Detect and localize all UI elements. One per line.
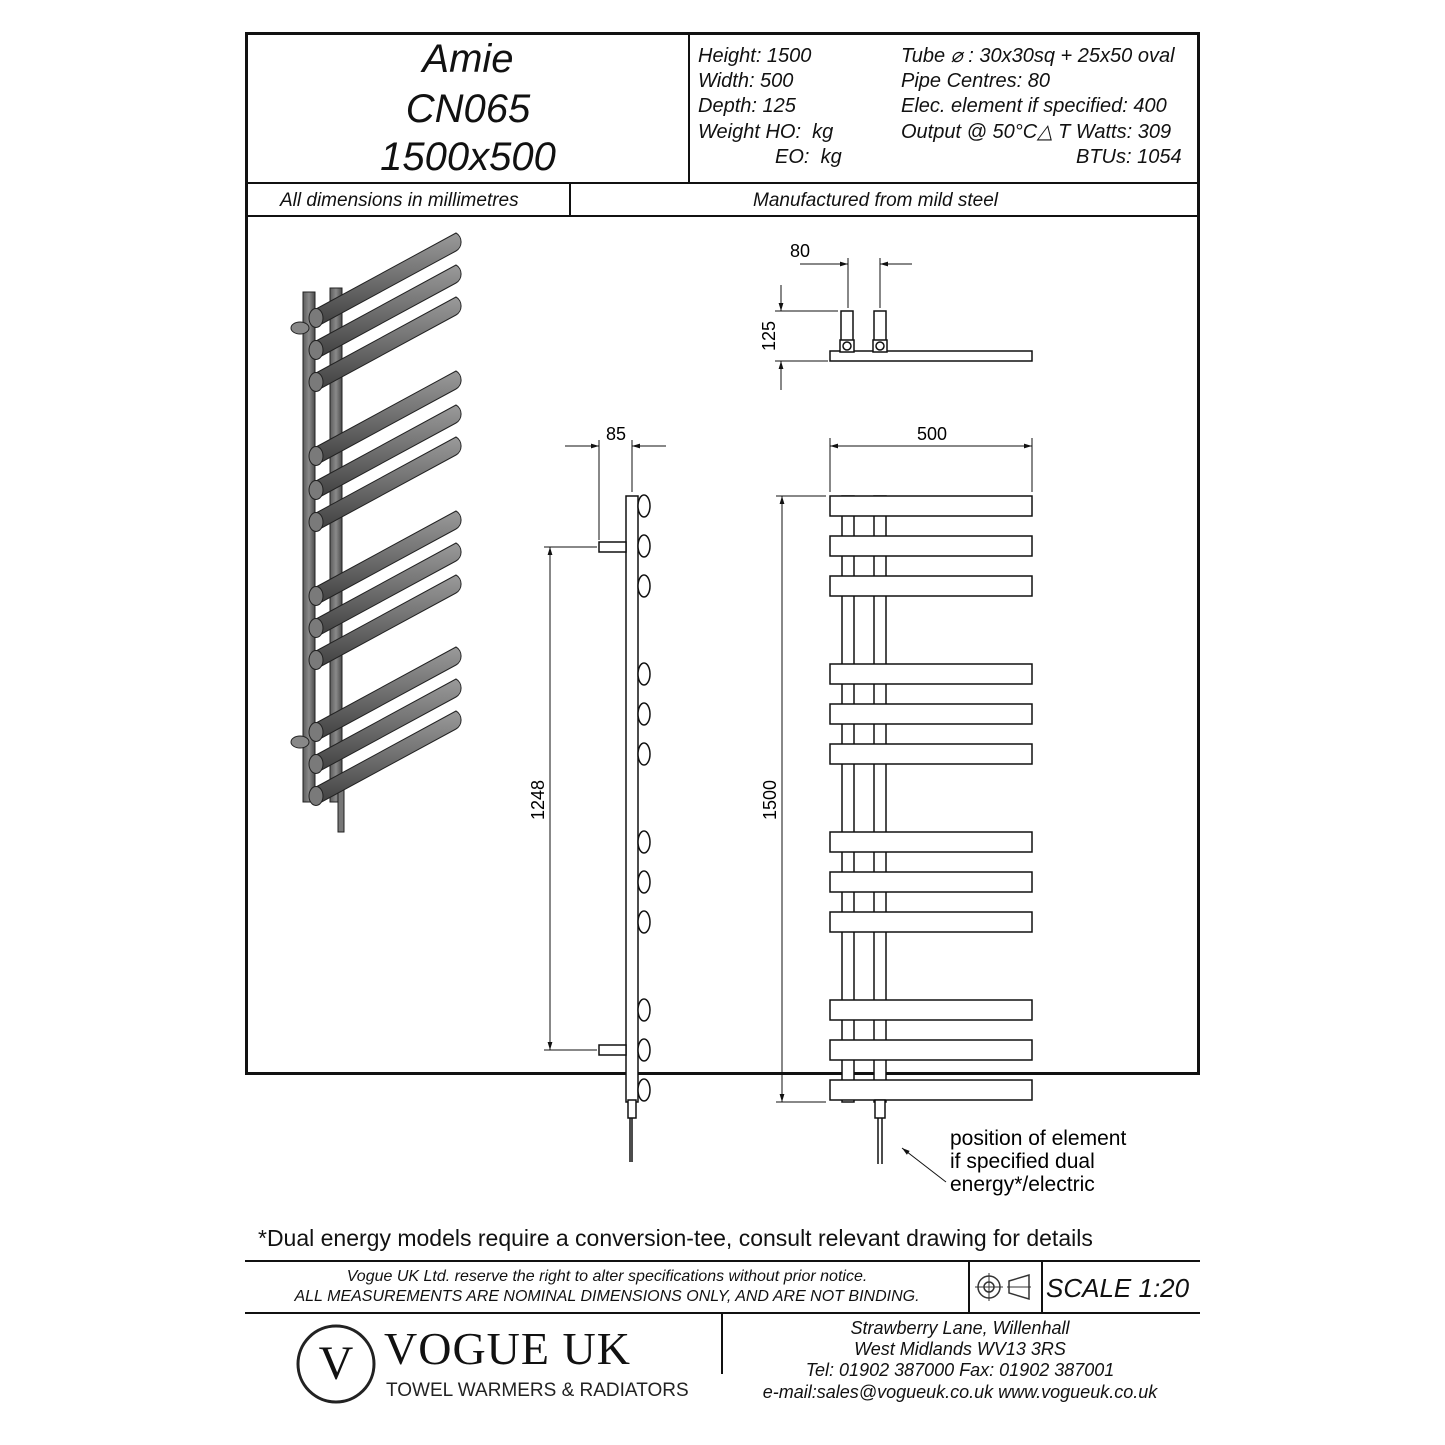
side-bar-section: [638, 911, 650, 933]
front-bar: [830, 1000, 1032, 1020]
spec-depth: Depth: 125: [698, 95, 796, 117]
front-view: [830, 496, 1032, 1164]
contact-address-1: Strawberry Lane, Willenhall: [850, 1318, 1070, 1338]
side-view: [599, 495, 650, 1162]
side-bar-section: [638, 663, 650, 685]
contact-email-web: e-mail:sales@vogueuk.co.uk www.vogueuk.co.uk: [762, 1382, 1158, 1402]
element-note-2: if specified dual: [950, 1150, 1095, 1173]
front-bar: [830, 744, 1032, 764]
dim-height-label: 1500: [760, 779, 780, 821]
front-bar: [830, 496, 1032, 516]
iso-view: [291, 233, 461, 832]
side-bar-section: [638, 495, 650, 517]
element-note-1: position of element: [950, 1127, 1127, 1150]
dim-pipe-height-label: 1248: [528, 779, 548, 821]
side-bar-section: [638, 535, 650, 557]
contact-phone: Tel: 01902 387000 Fax: 01902 387001: [805, 1360, 1115, 1380]
plan-view: [830, 311, 1032, 361]
model-name: Amie: [422, 37, 514, 81]
model-code: CN065: [405, 87, 531, 131]
side-bar-section: [638, 1079, 650, 1101]
spec-output: Output @ 50°C△ T Watts: 309: [901, 121, 1172, 143]
contact-address-2: West Midlands WV13 3RS: [854, 1339, 1066, 1359]
spec-weight-ho: Weight HO: kg: [698, 121, 834, 143]
front-bar: [830, 704, 1032, 724]
side-bar-section: [638, 1039, 650, 1061]
spec-tube: Tube ⌀ : 30x30sq + 25x50 oval: [901, 45, 1175, 67]
units-note: All dimensions in millimetres: [280, 190, 519, 211]
front-bar: [830, 872, 1032, 892]
material-note: Manufactured from mild steel: [753, 190, 998, 211]
spec-btus: BTUs: 1054: [1076, 146, 1182, 168]
spec-height: Height: 1500: [698, 45, 812, 67]
brand-tagline: TOWEL WARMERS & RADIATORS: [386, 1380, 689, 1401]
front-bar: [830, 912, 1032, 932]
element-note-3: energy*/electric: [950, 1173, 1095, 1196]
front-bar: [830, 1040, 1032, 1060]
disclaimer-line-1: Vogue UK Ltd. reserve the right to alter specifications without prior notice.: [346, 1268, 868, 1285]
front-bar: [830, 1080, 1032, 1100]
side-bar-section: [638, 703, 650, 725]
logo-letter: V: [318, 1337, 354, 1390]
side-bar-section: [638, 871, 650, 893]
dim-pipe-centres-label: 80: [789, 241, 811, 261]
brand-name: VOGUE UK: [384, 1323, 631, 1374]
front-bar: [830, 576, 1032, 596]
disclaimer-line-2: ALL MEASUREMENTS ARE NOMINAL DIMENSIONS ONLY, AND ARE NOT BINDING.: [294, 1288, 920, 1305]
dual-energy-note: *Dual energy models require a conversion-tee, consult relevant drawing for details: [258, 1225, 1093, 1251]
dim-depth-label: 125: [759, 320, 779, 352]
side-bar-section: [638, 999, 650, 1021]
dim-width-label: 500: [916, 424, 948, 444]
spec-weight-eo: EO: kg: [775, 146, 842, 168]
spec-width: Width: 500: [698, 70, 794, 92]
scale-label: SCALE 1:20: [1046, 1273, 1190, 1303]
side-bar-section: [638, 743, 650, 765]
spec-element: Elec. element if specified: 400: [901, 95, 1167, 117]
model-size: 1500x500: [380, 135, 556, 179]
side-bar-section: [638, 831, 650, 853]
front-bar: [830, 832, 1032, 852]
front-bar: [830, 536, 1032, 556]
spec-pipe-centres: Pipe Centres: 80: [901, 70, 1050, 92]
front-bar: [830, 664, 1032, 684]
side-bar-section: [638, 575, 650, 597]
dim-offset-label: 85: [605, 424, 627, 444]
